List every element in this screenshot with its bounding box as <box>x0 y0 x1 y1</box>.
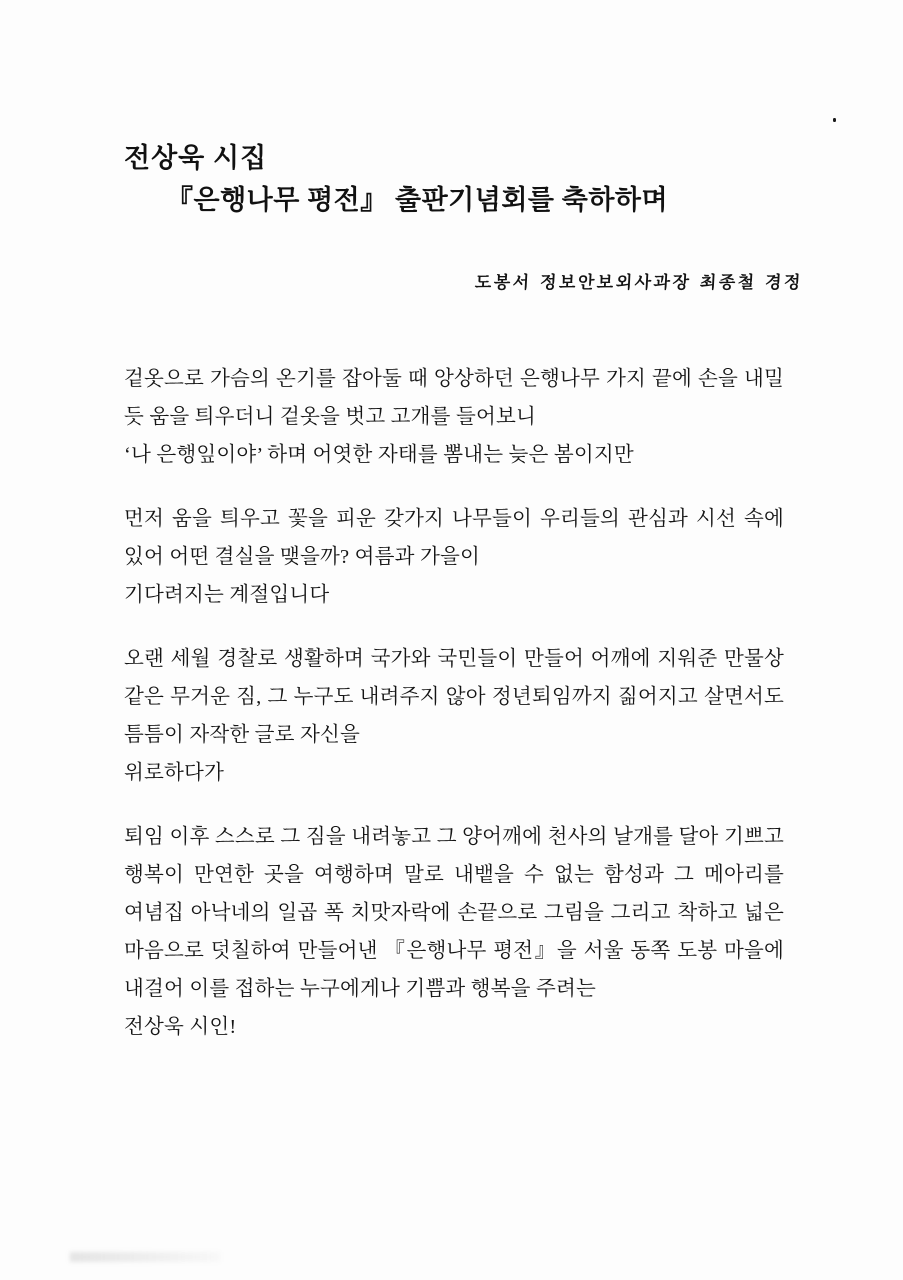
scan-speck <box>833 118 836 122</box>
paragraph-3-line-1: 오랜 세월 경찰로 생활하며 국가와 국민들이 만들어 어깨에 <box>124 648 651 670</box>
paragraph-2-line-1: 먼저 움을 틔우고 꽃을 피운 갖가지 나무들이 우리들의 <box>124 508 620 530</box>
paragraph-2-line-3: 기다려지는 계절입니다 <box>124 584 330 606</box>
paragraph-3-line-2: 지워준 만물상 같은 무거운 짐, 그 누구도 내려주지 않아 <box>124 648 784 708</box>
paragraph-4-line-5: 덧칠하여 만들어낸 『은행나무 평전』을 서울 동쪽 도봉 <box>210 940 718 962</box>
title-block <box>124 140 813 219</box>
paragraph-4 <box>124 818 784 1046</box>
paragraph-2-line-2: 관심과 시선 속에 있어 어떤 결실을 맺을까? 여름과 가을이 <box>124 508 785 568</box>
page-title-line-2: 『은행나무 평전』 출판기념회를 축하하며 <box>166 185 669 216</box>
paragraph-1-line-1: 겉옷으로 가슴의 온기를 잡아둘 때 앙상하던 은행나무 가지 끝에 <box>124 368 692 390</box>
paragraph-3-line-4: 위로하다가 <box>124 762 225 784</box>
paragraph-4-line-6: 마을에 내걸어 이를 접하는 누구에게나 기쁨과 행복을 주려는 <box>124 940 785 1000</box>
scan-smudge <box>70 1252 220 1262</box>
byline: 도봉서 정보안보외사과장 최종철 경정 <box>474 273 804 293</box>
paragraph-4-line-3: 내뱉을 수 없는 함성과 그 메아리를 여념집 아낙네의 일곱 폭 <box>124 864 785 924</box>
body-text <box>124 360 784 1046</box>
paragraph-2 <box>124 500 784 614</box>
paragraph-1-line-3: ‘나 은행잎이야’ 하며 어엿한 자태를 뽐내는 늦은 봄이지만 <box>124 444 634 466</box>
paragraph-4-line-2: 날개를 달아 기쁘고 행복이 만연한 곳을 여행하며 말로 <box>124 826 784 886</box>
paragraph-1-line-2: 손을 내밀 듯 움을 틔우더니 겉옷을 벗고 고개를 들어보니 <box>124 368 785 428</box>
paragraph-4-line-1: 퇴임 이후 스스로 그 짐을 내려놓고 그 양어깨에 천사의 <box>124 826 608 848</box>
page-title-line-1: 전상욱 시집 <box>124 143 268 173</box>
paragraph-3-line-3: 정년퇴임까지 짊어지고 살면서도 틈틈이 자작한 글로 자신을 <box>124 686 784 746</box>
paragraph-1 <box>124 360 784 474</box>
paragraph-4-line-4: 치맛자락에 손끝으로 그림을 그리고 착하고 넓은 마음으로 <box>124 902 784 962</box>
paragraph-4-line-7: 전상욱 시인! <box>124 1016 237 1038</box>
paragraph-3 <box>124 640 784 792</box>
